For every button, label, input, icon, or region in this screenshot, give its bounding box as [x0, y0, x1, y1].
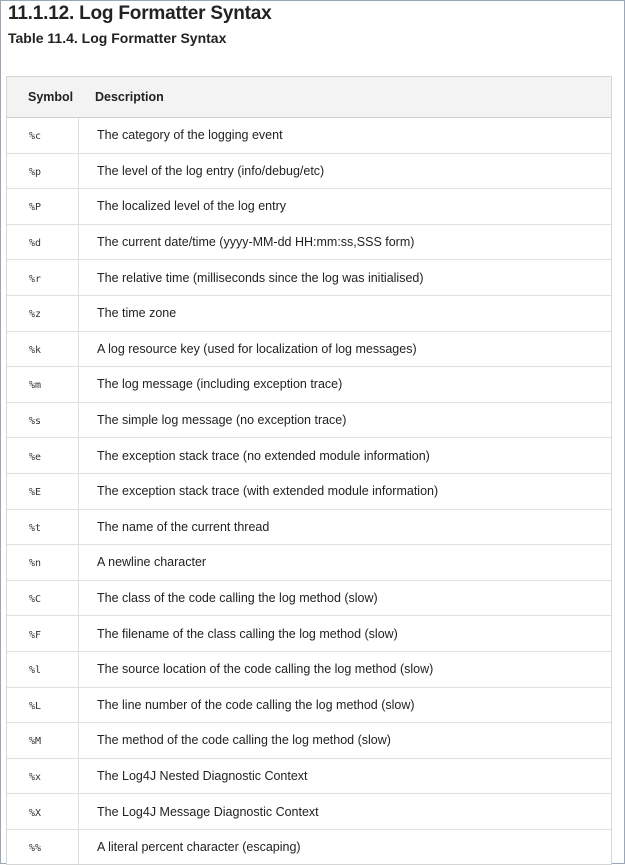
symbol-cell — [7, 199, 78, 213]
description-cell: The level of the log entry (info/debug/etc) — [78, 154, 611, 189]
symbol-code: %% — [29, 843, 42, 855]
description-cell: The method of the code calling the log method (slow) — [78, 723, 611, 758]
description-cell: The name of the current thread — [78, 510, 611, 545]
table-row — [7, 510, 611, 546]
symbol-cell — [7, 164, 78, 178]
table-body — [7, 118, 611, 864]
symbol-cell — [7, 555, 78, 569]
description-cell: The current date/time (yyyy-MM-dd HH:mm:ss,SSS form) — [78, 225, 611, 260]
symbol-cell — [7, 733, 78, 747]
symbol-code: %M — [29, 736, 42, 748]
symbol-code: %m — [29, 380, 42, 392]
symbol-code: %s — [29, 416, 42, 428]
description-cell: The line number of the code calling the log method (slow) — [78, 688, 611, 723]
table-row — [7, 794, 611, 830]
symbol-code: %d — [29, 238, 42, 250]
description-cell: The class of the code calling the log method (slow) — [78, 581, 611, 616]
description-cell: The simple log message (no exception trace) — [78, 403, 611, 438]
symbol-code: %z — [29, 309, 42, 321]
symbol-cell — [7, 235, 78, 249]
symbol-code: %X — [29, 807, 42, 819]
symbol-code: %n — [29, 558, 42, 570]
table-row — [7, 830, 611, 865]
symbol-cell — [7, 662, 78, 676]
symbol-code: %F — [29, 629, 42, 641]
table-row — [7, 759, 611, 795]
symbol-cell — [7, 698, 78, 712]
symbol-code: %L — [29, 700, 42, 712]
table-row — [7, 652, 611, 688]
column-header-symbol: Symbol — [28, 90, 74, 104]
formatter-table — [6, 76, 612, 865]
description-cell: A newline character — [78, 545, 611, 580]
symbol-code: %P — [29, 202, 42, 214]
symbol-cell — [7, 484, 78, 498]
description-cell: The Log4J Nested Diagnostic Context — [78, 759, 611, 794]
table-row — [7, 225, 611, 261]
symbol-cell — [7, 377, 78, 391]
table-row — [7, 296, 611, 332]
description-cell: A literal percent character (escaping) — [78, 830, 611, 865]
symbol-code: %x — [29, 771, 42, 783]
symbol-code: %l — [29, 665, 42, 677]
table-row — [7, 118, 611, 154]
table-row — [7, 332, 611, 368]
description-cell: The localized level of the log entry — [78, 189, 611, 224]
table-row — [7, 581, 611, 617]
symbol-code: %C — [29, 594, 42, 606]
symbol-cell — [7, 840, 78, 854]
symbol-cell — [7, 306, 78, 320]
table-row — [7, 189, 611, 225]
column-header-description: Description — [95, 90, 164, 104]
symbol-cell — [7, 627, 78, 641]
table-row — [7, 545, 611, 581]
symbol-cell — [7, 805, 78, 819]
table-row — [7, 367, 611, 403]
description-cell: The Log4J Message Diagnostic Context — [78, 794, 611, 829]
table-row — [7, 616, 611, 652]
description-cell: The category of the logging event — [78, 118, 611, 153]
description-cell: The exception stack trace (no extended module information) — [78, 438, 611, 473]
symbol-cell — [7, 342, 78, 356]
description-cell: A log resource key (used for localization of log messages) — [78, 332, 611, 367]
description-cell: The filename of the class calling the log method (slow) — [78, 616, 611, 651]
description-cell: The time zone — [78, 296, 611, 331]
symbol-cell — [7, 769, 78, 783]
description-cell: The source location of the code calling the log method (slow) — [78, 652, 611, 687]
description-cell: The relative time (milliseconds since the log was initialised) — [78, 260, 611, 295]
table-row — [7, 723, 611, 759]
table-row — [7, 260, 611, 296]
symbol-code: %c — [29, 131, 42, 143]
table-row — [7, 438, 611, 474]
section-title: 11.1.12. Log Formatter Syntax — [8, 3, 272, 24]
description-cell: The exception stack trace (with extended module information) — [78, 474, 611, 509]
symbol-code: %p — [29, 166, 42, 178]
symbol-code: %k — [29, 344, 42, 356]
symbol-cell — [7, 449, 78, 463]
table-row — [7, 688, 611, 724]
symbol-code: %E — [29, 487, 42, 499]
table-header — [7, 77, 611, 118]
description-cell: The log message (including exception trace) — [78, 367, 611, 402]
table-row — [7, 154, 611, 190]
symbol-cell — [7, 271, 78, 285]
symbol-code: %t — [29, 522, 42, 534]
symbol-cell — [7, 413, 78, 427]
symbol-code: %e — [29, 451, 42, 463]
symbol-code: %r — [29, 273, 42, 285]
symbol-cell — [7, 128, 78, 142]
table-row — [7, 403, 611, 439]
symbol-cell — [7, 520, 78, 534]
symbol-cell — [7, 591, 78, 605]
table-caption: Table 11.4. Log Formatter Syntax — [8, 30, 227, 46]
table-row — [7, 474, 611, 510]
